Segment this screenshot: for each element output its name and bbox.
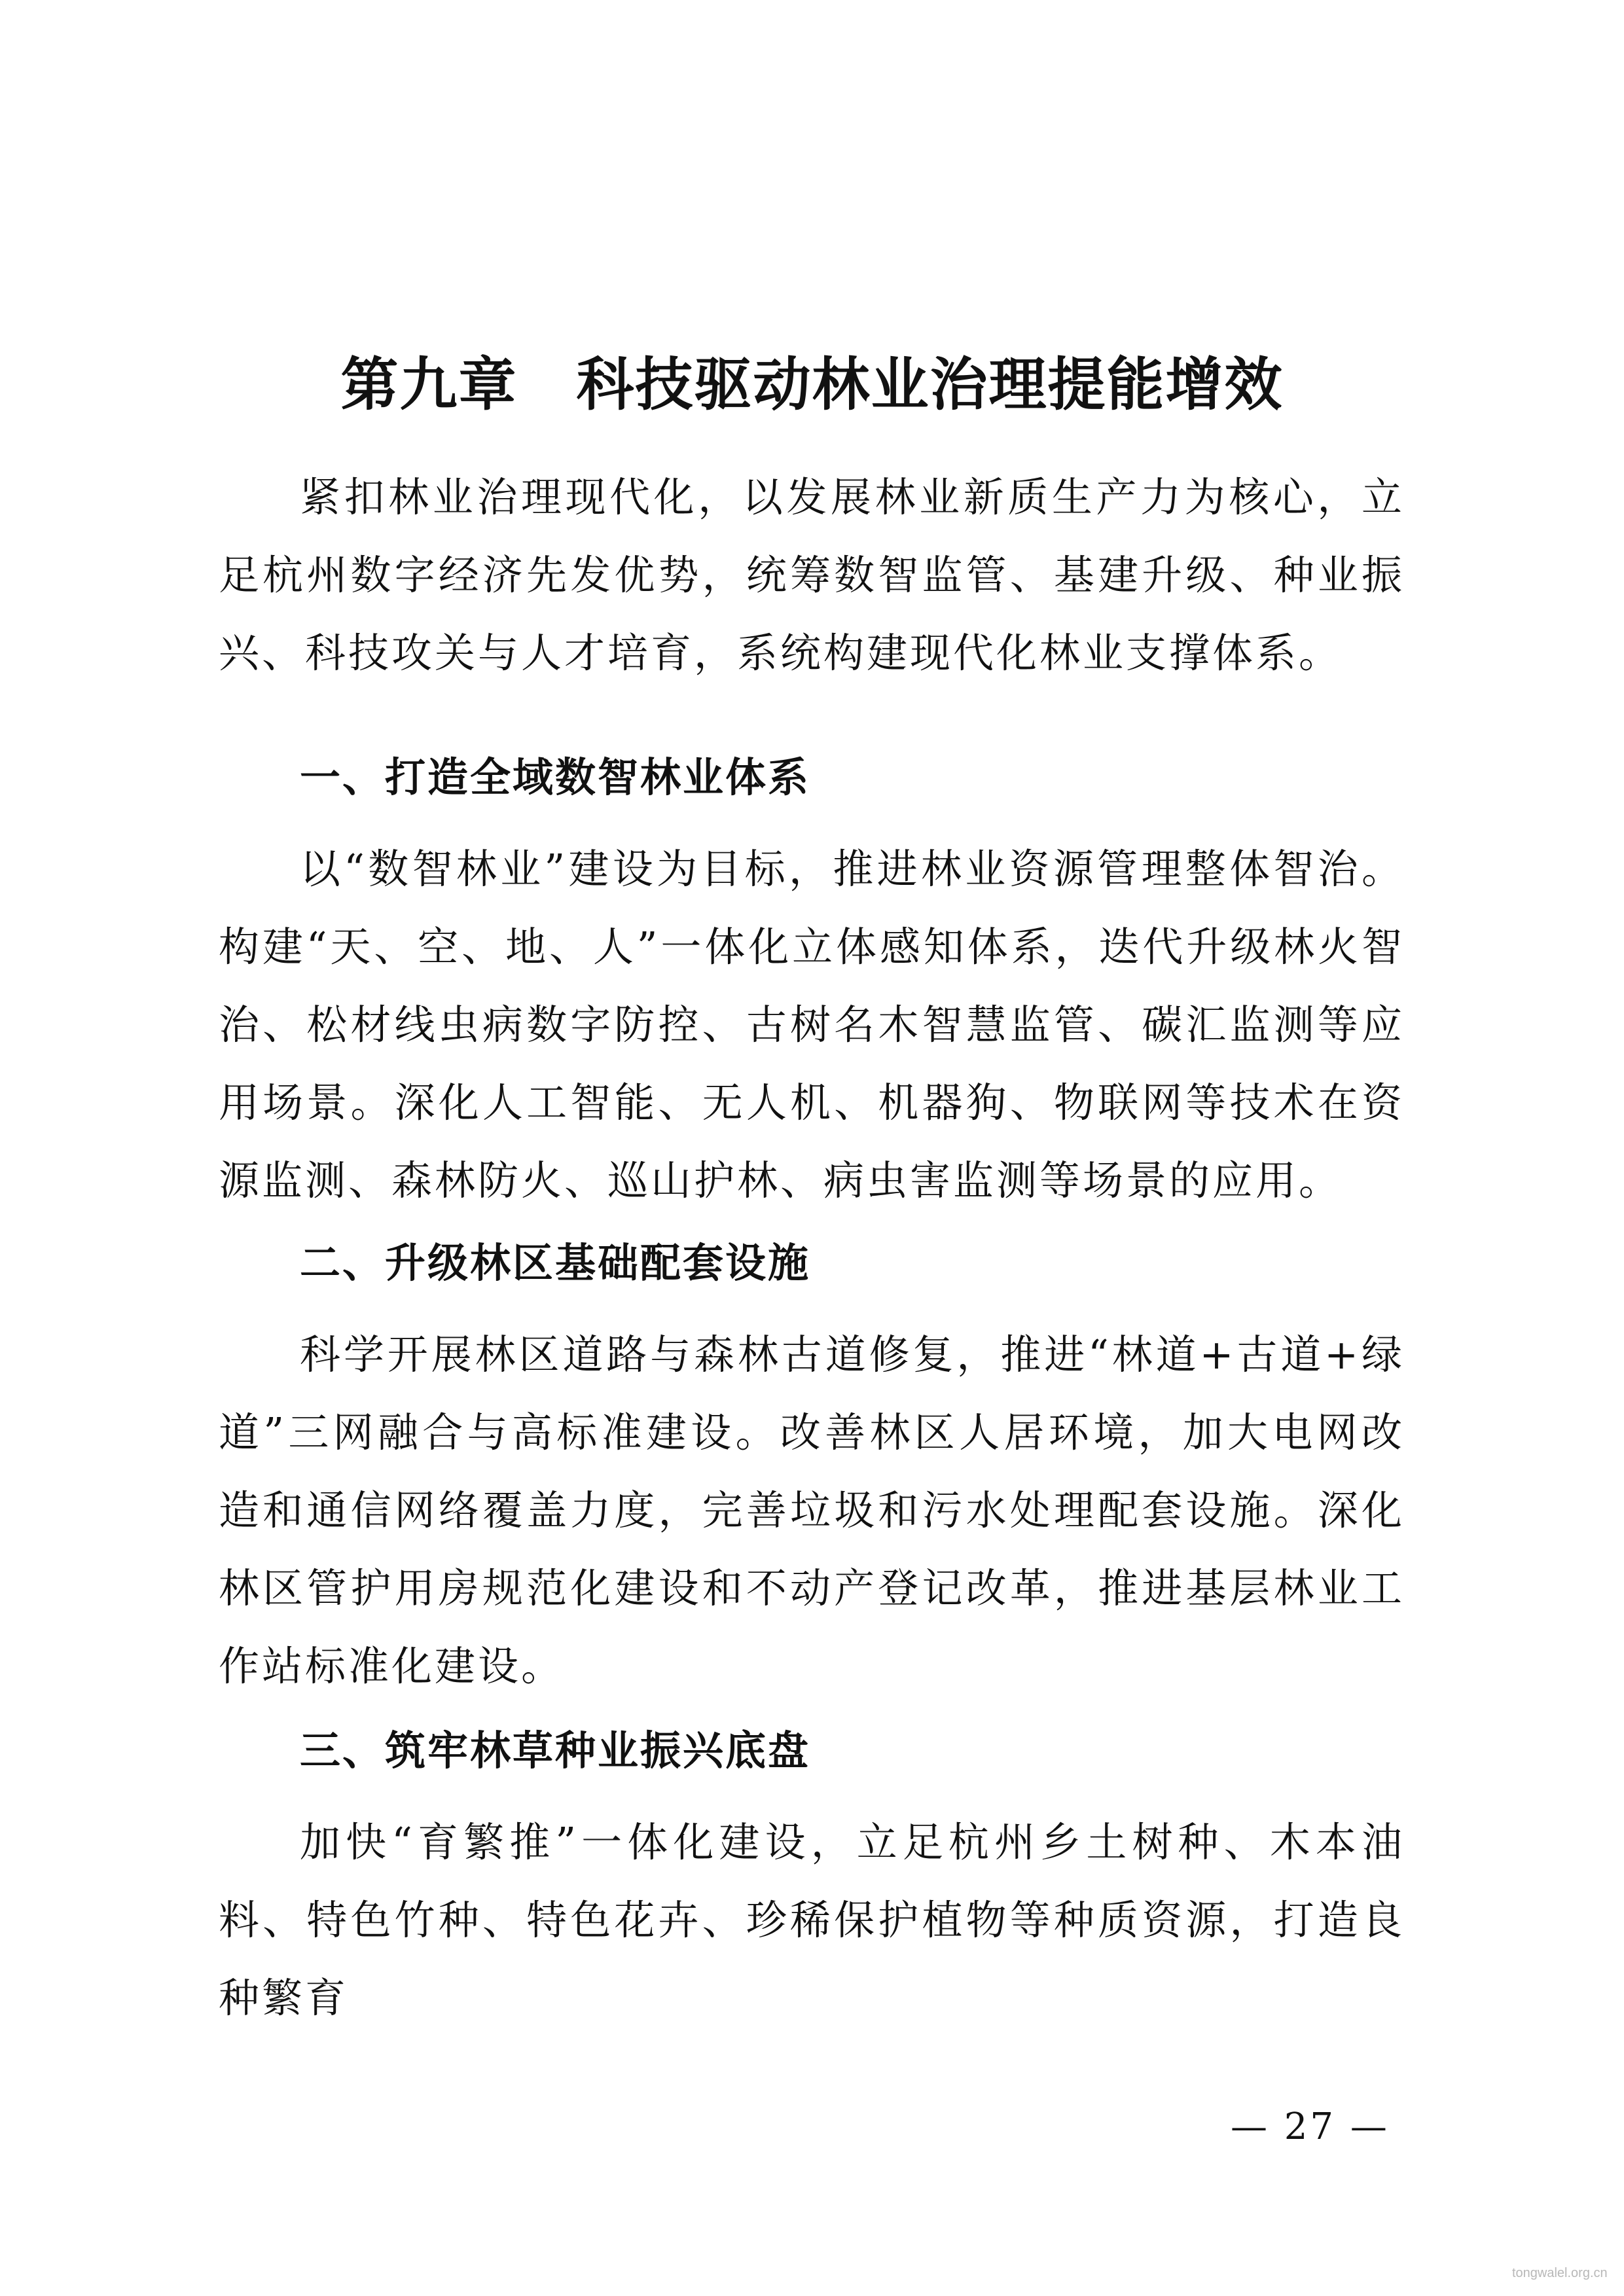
- intro-paragraph: 紧扣林业治理现代化，以发展林业新质生产力为核心，立足杭州数字经济先发优势，统筹数智监管、基建升级、种业振兴、科技攻关与人才培育，系统构建现代化林业支撑体系。: [219, 473, 1405, 677]
- watermark-text: tongwalel.org.cn: [1512, 2266, 1608, 2280]
- section-paragraph-2: 科学开展林区道路与森林古道修复，推进“林道+古道+绿道”三网融合与高标准建设。改善林区人居环境，加大电网改造和通信网络覆盖力度，完善垃圾和污水处理配套设施。深化林区管护用房规范化建设和不动产登记改革，推进基层林业工作站标准化建设。: [219, 1331, 1405, 1690]
- section-paragraph-1: 以“数智林业”建设为目标，推进林业资源管理整体智治。构建“天、空、地、人”一体化立体感知体系，迭代升级林火智治、松材线虫病数字防控、古树名木智慧监管、碳汇监测等应用场景。深化人工智能、无人机、机器狗、物联网等技术在资源监测、森林防火、巡山护林、病虫害监测等场景的应用。: [219, 845, 1405, 1204]
- section-heading-3: 三、筑牢林草种业振兴底盘: [300, 1727, 811, 1774]
- section-heading-1: 一、打造全域数智林业体系: [300, 753, 811, 801]
- section-heading-2: 二、升级林区基础配套设施: [300, 1239, 811, 1287]
- chapter-title: 第九章 科技驱动林业治理提能增效: [340, 351, 1284, 418]
- section-paragraph-3: 加快“育繁推”一体化建设，立足杭州乡土树种、木本油料、特色竹种、特色花卉、珍稀保护植物等种质资源，打造良种繁育: [219, 1818, 1405, 2022]
- page-number: — 27 —: [1231, 2106, 1390, 2148]
